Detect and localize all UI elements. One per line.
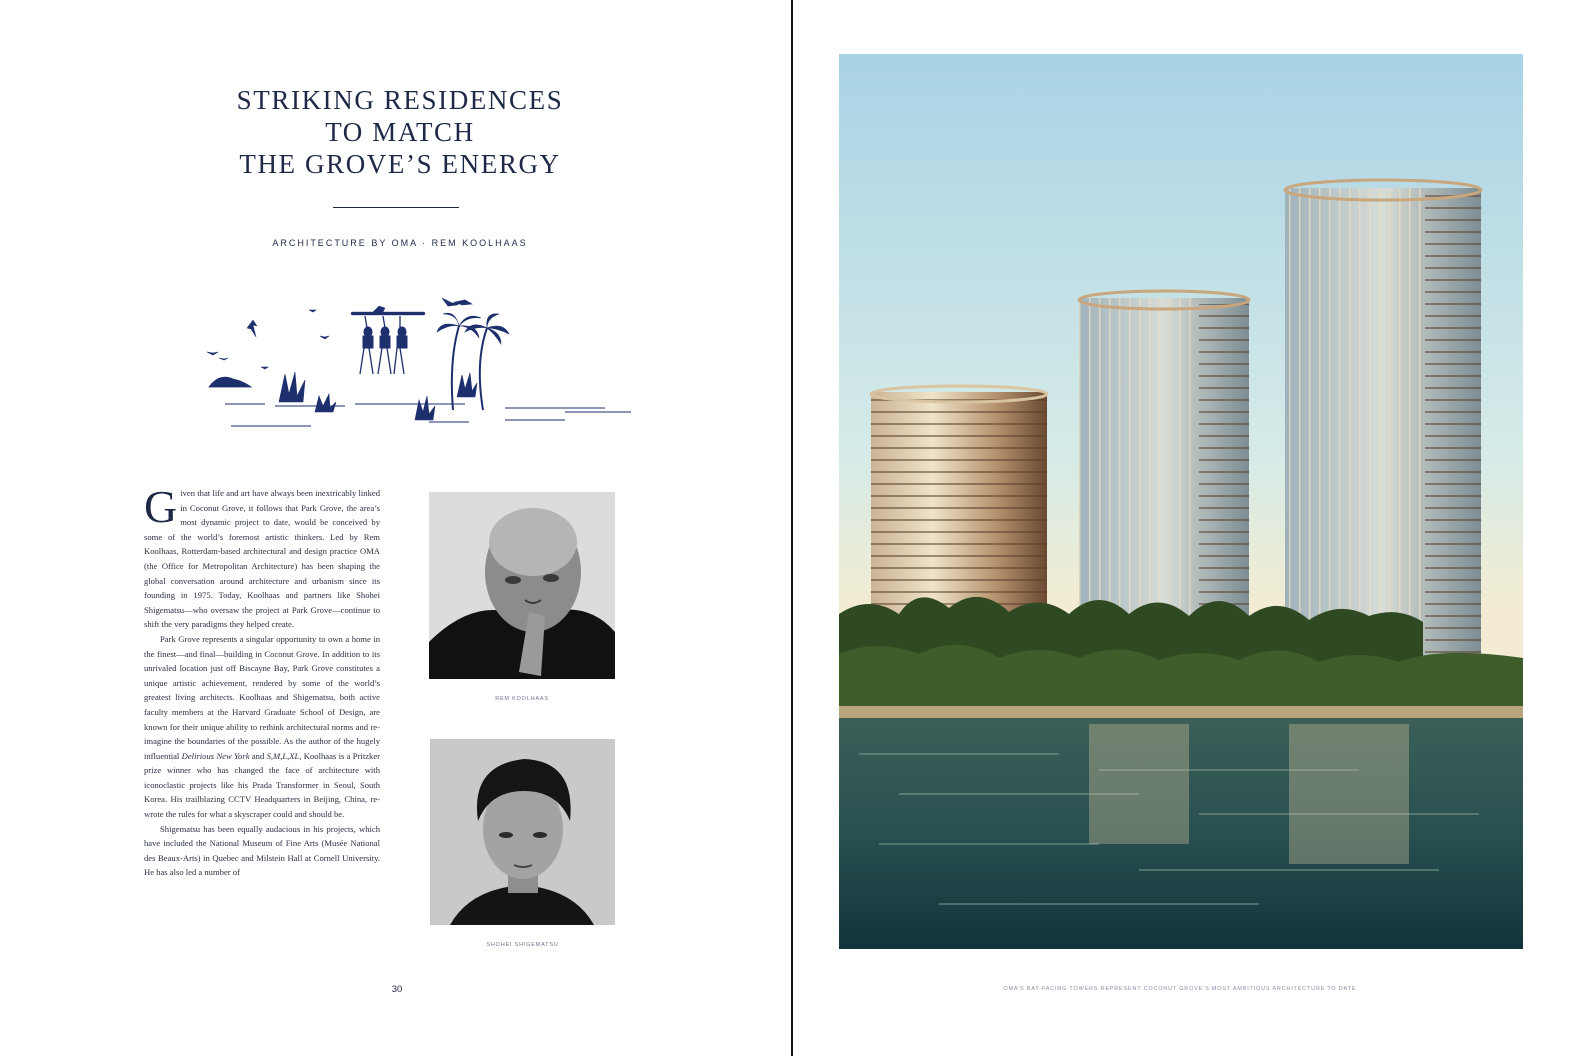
paragraph-2-part-2: and <box>249 750 267 761</box>
paragraph-1 <box>144 481 380 632</box>
right-page <box>793 0 1584 1056</box>
title-divider <box>333 207 459 208</box>
title-line-2: TO MATCH <box>325 117 475 147</box>
page-number: 30 <box>391 984 403 995</box>
page-title <box>150 84 650 180</box>
title-line-3: THE GROVE’S ENERGY <box>239 149 561 179</box>
portrait-caption-1: REM KOOLHAAS <box>495 696 549 702</box>
paragraph-1-text: iven that life and art have always been inextricably linked in Coconut Grove, it follows that Park Grove, the area’s most dynamic project to date, would be conceived by some of the world’s foremost artistic thinkers. Led by Rem Koolhaas, Rotterdam-based architectural and design practice OMA (the Office for Metropolitan Architecture) has been shaping the global conversation around architecture and urbanism since its founding in 1975. Today, Koolhaas and partners like Shohei Shigematsu—who oversaw the project at Park Grove—continue to shift the very paradigms they helped create. <box>144 488 380 630</box>
title-line-1: STRIKING RESIDENCES <box>236 85 564 115</box>
portrait-shohei-shigematsu <box>430 739 615 925</box>
paragraph-2-part-3: , Koolhaas is a Pritzker prize winner who has changed the face of architecture with iconoclastic projects like his Prada Transformer in Seoul, South Korea. His trailblazing CCTV Headquarters in Beijing, China, re-wrote the rules for what a skyscraper could and should be. <box>144 750 380 820</box>
paragraph-2-part-1: Park Grove represents a singular opportunity to own a home in the finest—and final—building in Coconut Grove. In addition to its unrivaled location just off Biscayne Bay, Park Grove constitutes a unique artistic achievement, rendered by some of the world’s greatest living architects. Koolhaas and Shigematsu, both active faculty members at the Harvard Graduate School of Design, are known for their unique ability to rethink architectural norms and re-imagine the boundaries of the possible. As the author of the hugely influential <box>144 633 380 761</box>
drop-cap: G <box>144 481 178 532</box>
article-body <box>144 481 380 880</box>
subtitle: ARCHITECTURE BY OMA · REM KOOLHAAS <box>272 238 528 248</box>
towers-rendering-photo <box>839 54 1523 949</box>
beach-illustration <box>205 292 635 437</box>
book-title-delirious-new-york: Delirious New York <box>181 750 250 761</box>
portrait-rem-koolhaas <box>429 492 615 679</box>
photo-caption: OMA’S BAY-FACING TOWERS REPRESENT COCONUT GROVE’S MOST AMBITIOUS ARCHITECTURE TO DATE. <box>1003 986 1359 992</box>
paragraph-2 <box>144 632 380 822</box>
paragraph-3: Shigematsu has been equally audacious in his projects, which have included the National Museum of Fine Arts (Musée National des Beaux-Arts) in Quebec and Milstein Hall at Cornell University. He has also led a number of <box>144 823 380 878</box>
book-title-smlxl: S,M,L,XL <box>266 750 300 761</box>
portrait-caption-2: SHOHEI SHIGEMATSU <box>486 942 559 948</box>
